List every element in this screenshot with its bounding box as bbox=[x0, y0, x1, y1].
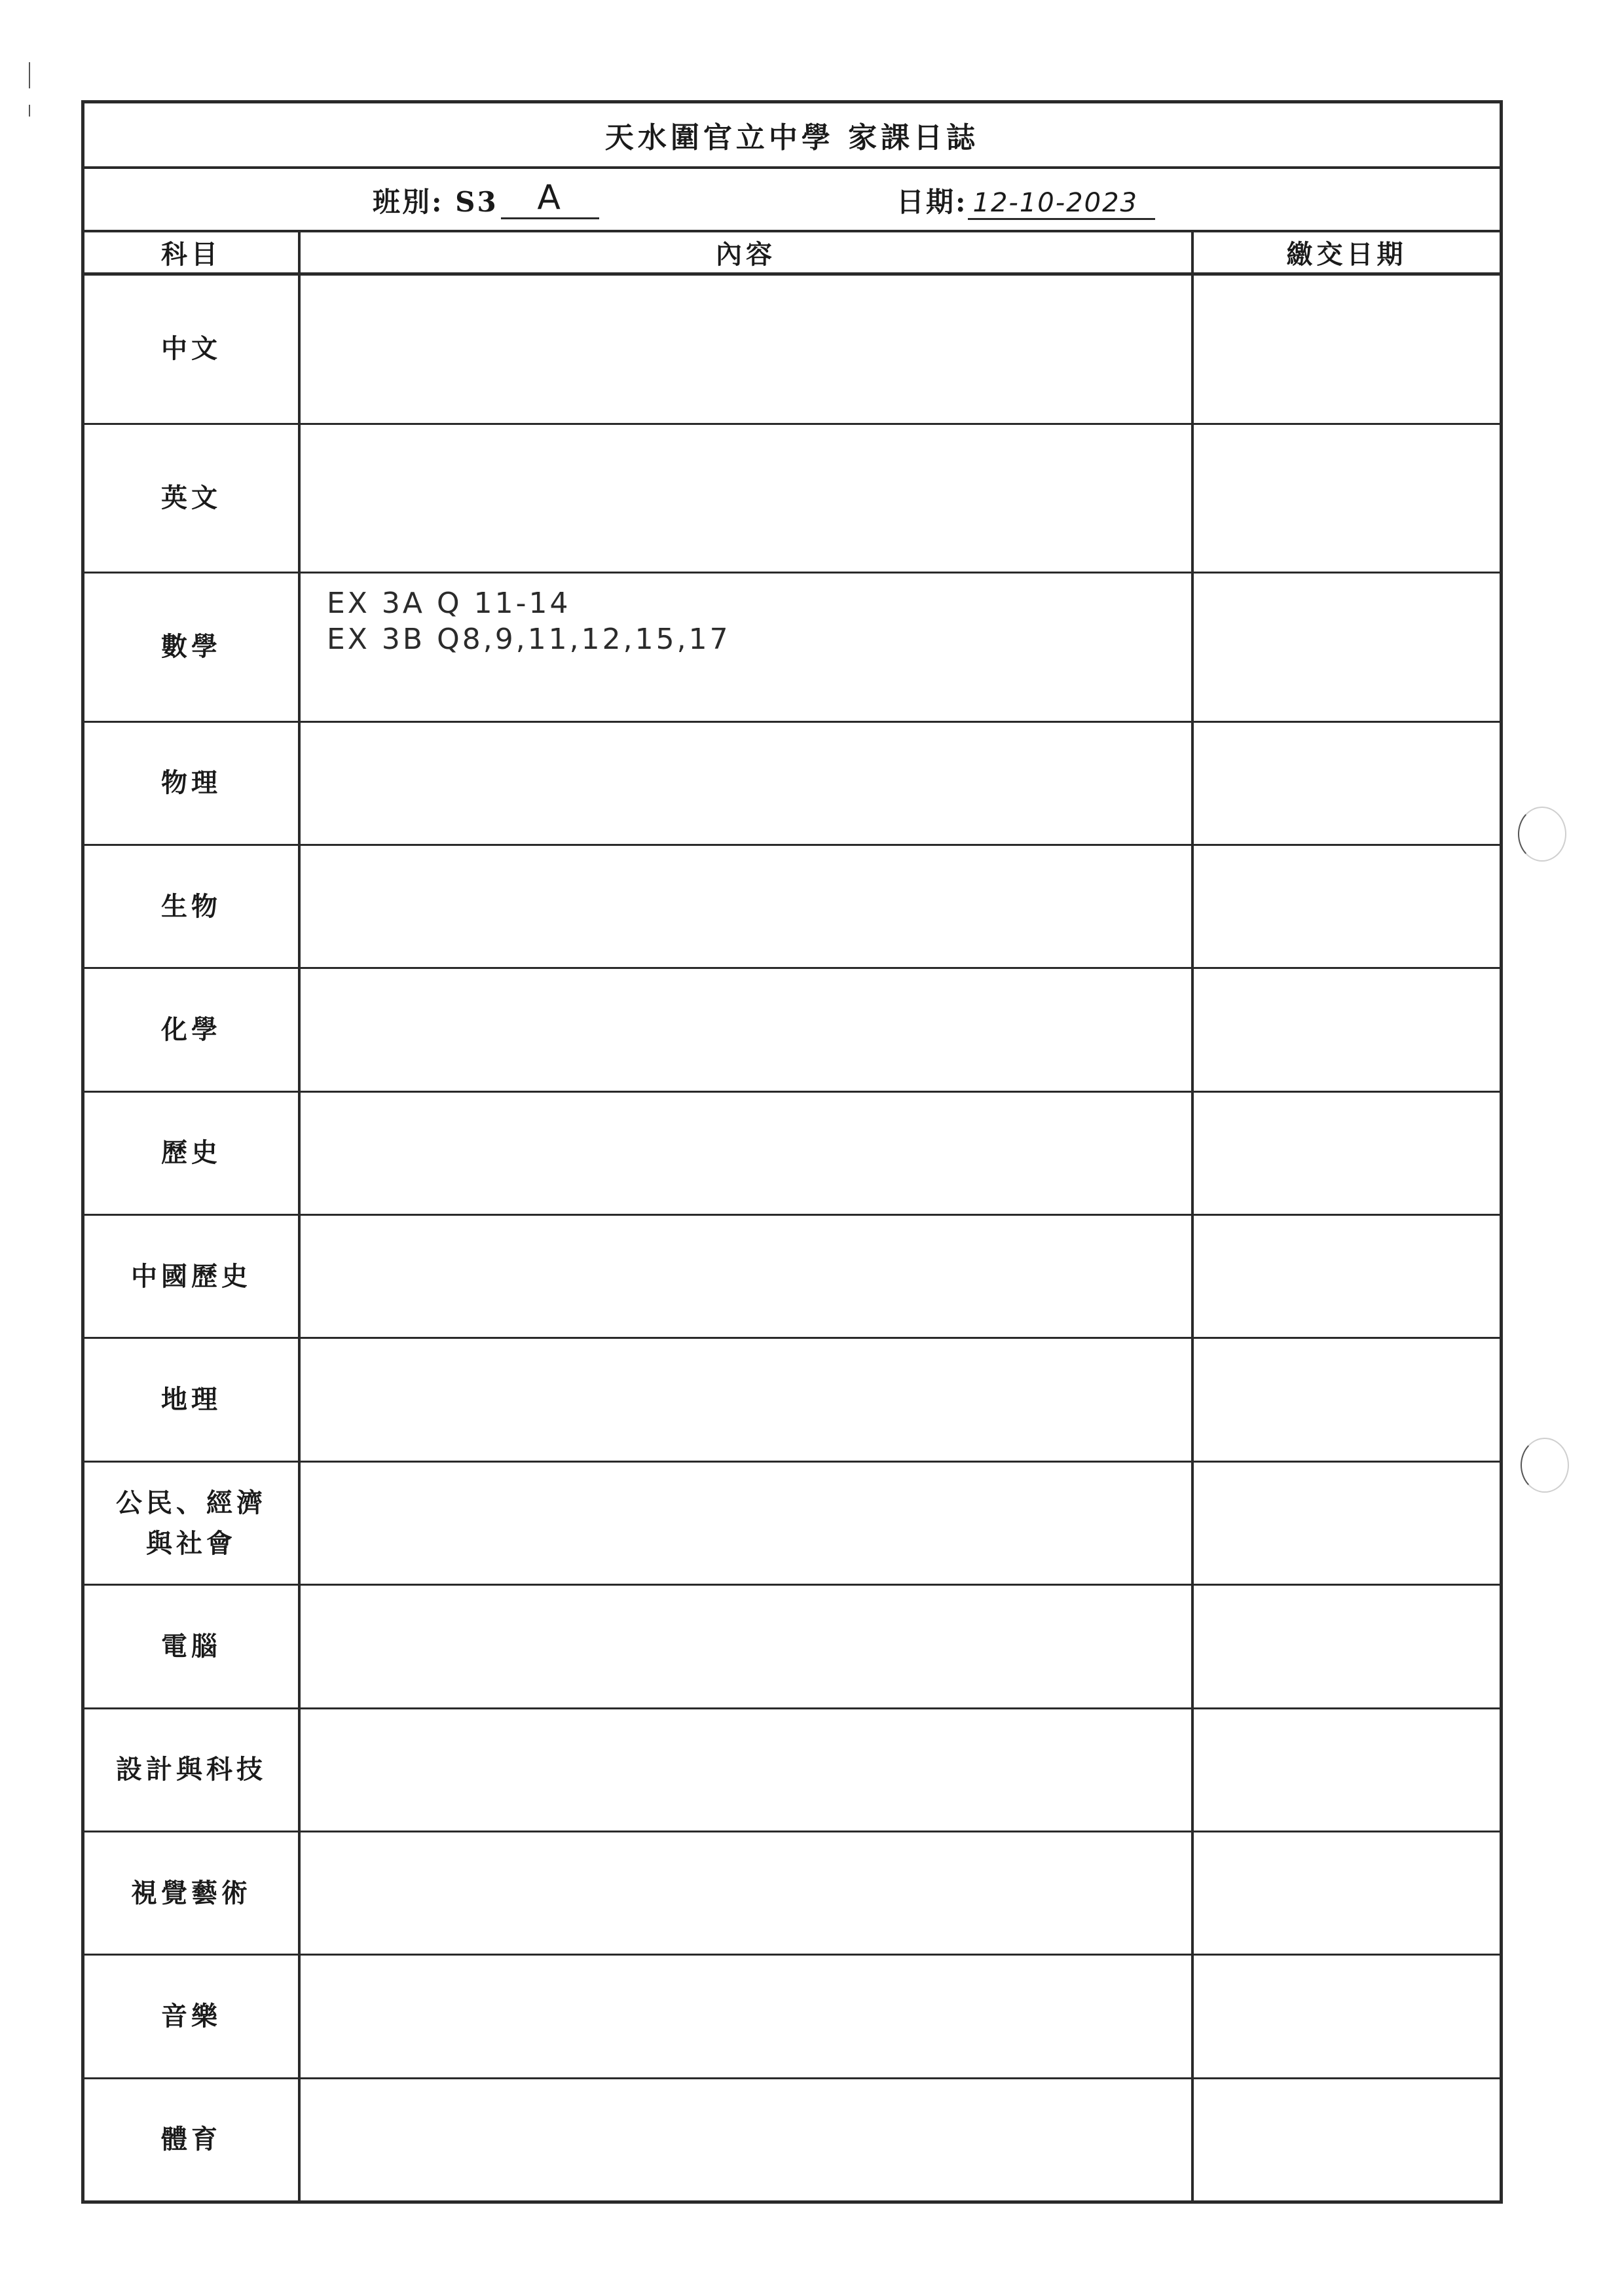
form-title: 天水圍官立中學 家課日誌 bbox=[604, 121, 980, 155]
table-row bbox=[84, 1339, 1500, 1462]
class-value: A bbox=[501, 178, 599, 219]
subject-cell bbox=[84, 1463, 301, 1584]
due-date-cell bbox=[1194, 1339, 1500, 1460]
subject-cell bbox=[84, 276, 301, 423]
table-row bbox=[84, 574, 1500, 723]
subject-name: 中國歷史 bbox=[131, 1260, 251, 1292]
content-cell bbox=[301, 1586, 1194, 1707]
due-date-cell bbox=[1194, 723, 1500, 844]
subject-rows bbox=[84, 276, 1500, 2200]
subject-name: 視覺藝術 bbox=[131, 1877, 251, 1908]
binder-mark bbox=[29, 62, 30, 88]
subject-name: 地理 bbox=[161, 1384, 221, 1415]
content-cell bbox=[301, 846, 1194, 967]
due-date-cell bbox=[1194, 1832, 1500, 1954]
class-field bbox=[373, 178, 599, 222]
content-cell bbox=[301, 1956, 1194, 2077]
subject-cell bbox=[84, 1093, 301, 1214]
content-cell bbox=[301, 723, 1194, 844]
subject-cell bbox=[84, 1339, 301, 1460]
subject-cell bbox=[84, 1956, 301, 2077]
subject-cell bbox=[84, 574, 301, 721]
due-date-cell bbox=[1194, 1463, 1500, 1584]
homework-entry: EX 3A Q 11-14 bbox=[327, 587, 571, 621]
content-cell bbox=[301, 1709, 1194, 1831]
date-label: 日期: bbox=[896, 186, 968, 218]
table-header bbox=[84, 232, 1500, 276]
subject-cell bbox=[84, 969, 301, 1090]
subject-cell bbox=[84, 846, 301, 967]
subject-name: 音樂 bbox=[161, 2000, 221, 2032]
header-due-date: 繳交日期 bbox=[1286, 239, 1407, 270]
subject-cell bbox=[84, 723, 301, 844]
table-row bbox=[84, 1463, 1500, 1586]
subject-name: 中文 bbox=[161, 333, 221, 365]
content-cell bbox=[301, 1339, 1194, 1460]
subject-name: 物理 bbox=[161, 767, 221, 799]
homework-entry: EX 3B Q8,9,11,12,15,17 bbox=[327, 623, 731, 657]
subject-name: 數學 bbox=[161, 631, 221, 663]
class-date-row bbox=[84, 169, 1500, 232]
binder-mark bbox=[29, 105, 30, 117]
content-cell bbox=[301, 276, 1194, 423]
content-cell bbox=[301, 969, 1194, 1090]
subject-name: 生物 bbox=[161, 890, 221, 922]
subject-name: 設計與科技 bbox=[116, 1754, 267, 1785]
table-row bbox=[84, 1832, 1500, 1956]
table-row bbox=[84, 276, 1500, 425]
table-row bbox=[84, 1216, 1500, 1339]
table-row bbox=[84, 425, 1500, 574]
date-value: 12-10-2023 bbox=[968, 188, 1155, 220]
table-row bbox=[84, 846, 1500, 969]
table-row bbox=[84, 1709, 1500, 1832]
due-date-cell bbox=[1194, 1586, 1500, 1707]
table-row bbox=[84, 2079, 1500, 2200]
punch-hole-mark bbox=[1521, 1438, 1569, 1493]
due-date-cell bbox=[1194, 1216, 1500, 1337]
due-date-cell bbox=[1194, 276, 1500, 423]
due-date-cell bbox=[1194, 969, 1500, 1090]
content-cell bbox=[301, 1216, 1194, 1337]
subject-cell bbox=[84, 1216, 301, 1337]
subject-name: 英文 bbox=[161, 482, 221, 513]
table-row bbox=[84, 1586, 1500, 1709]
due-date-cell bbox=[1194, 1709, 1500, 1831]
subject-name: 電腦 bbox=[161, 1630, 221, 1662]
subject-name: 體育 bbox=[161, 2124, 221, 2155]
table-row bbox=[84, 1956, 1500, 2079]
subject-cell bbox=[84, 1709, 301, 1831]
form-title-row bbox=[84, 103, 1500, 169]
class-label: 班別: S3 bbox=[373, 186, 498, 218]
subject-cell bbox=[84, 1586, 301, 1707]
subject-cell bbox=[84, 2079, 301, 2200]
subject-cell bbox=[84, 1832, 301, 1954]
content-cell bbox=[301, 1093, 1194, 1214]
diary-form bbox=[81, 100, 1503, 2204]
due-date-cell bbox=[1194, 2079, 1500, 2200]
due-date-cell bbox=[1194, 1093, 1500, 1214]
subject-name: 化學 bbox=[161, 1014, 221, 1046]
table-row bbox=[84, 723, 1500, 846]
header-content: 內容 bbox=[301, 232, 1194, 272]
due-date-cell bbox=[1194, 425, 1500, 572]
table-row bbox=[84, 969, 1500, 1092]
date-field bbox=[896, 181, 1155, 220]
subject-name: 公民、經濟 與社會 bbox=[116, 1487, 267, 1559]
due-date-cell bbox=[1194, 846, 1500, 967]
content-cell bbox=[301, 425, 1194, 572]
table-row bbox=[84, 1093, 1500, 1216]
content-cell bbox=[301, 1832, 1194, 1954]
header-subject: 科目 bbox=[84, 232, 301, 272]
due-date-cell bbox=[1194, 574, 1500, 721]
content-cell bbox=[301, 574, 1194, 721]
content-cell bbox=[301, 2079, 1194, 2200]
subject-name: 歷史 bbox=[161, 1137, 221, 1169]
subject-cell bbox=[84, 425, 301, 572]
content-cell bbox=[301, 1463, 1194, 1584]
punch-hole-mark bbox=[1518, 807, 1566, 862]
due-date-cell bbox=[1194, 1956, 1500, 2077]
